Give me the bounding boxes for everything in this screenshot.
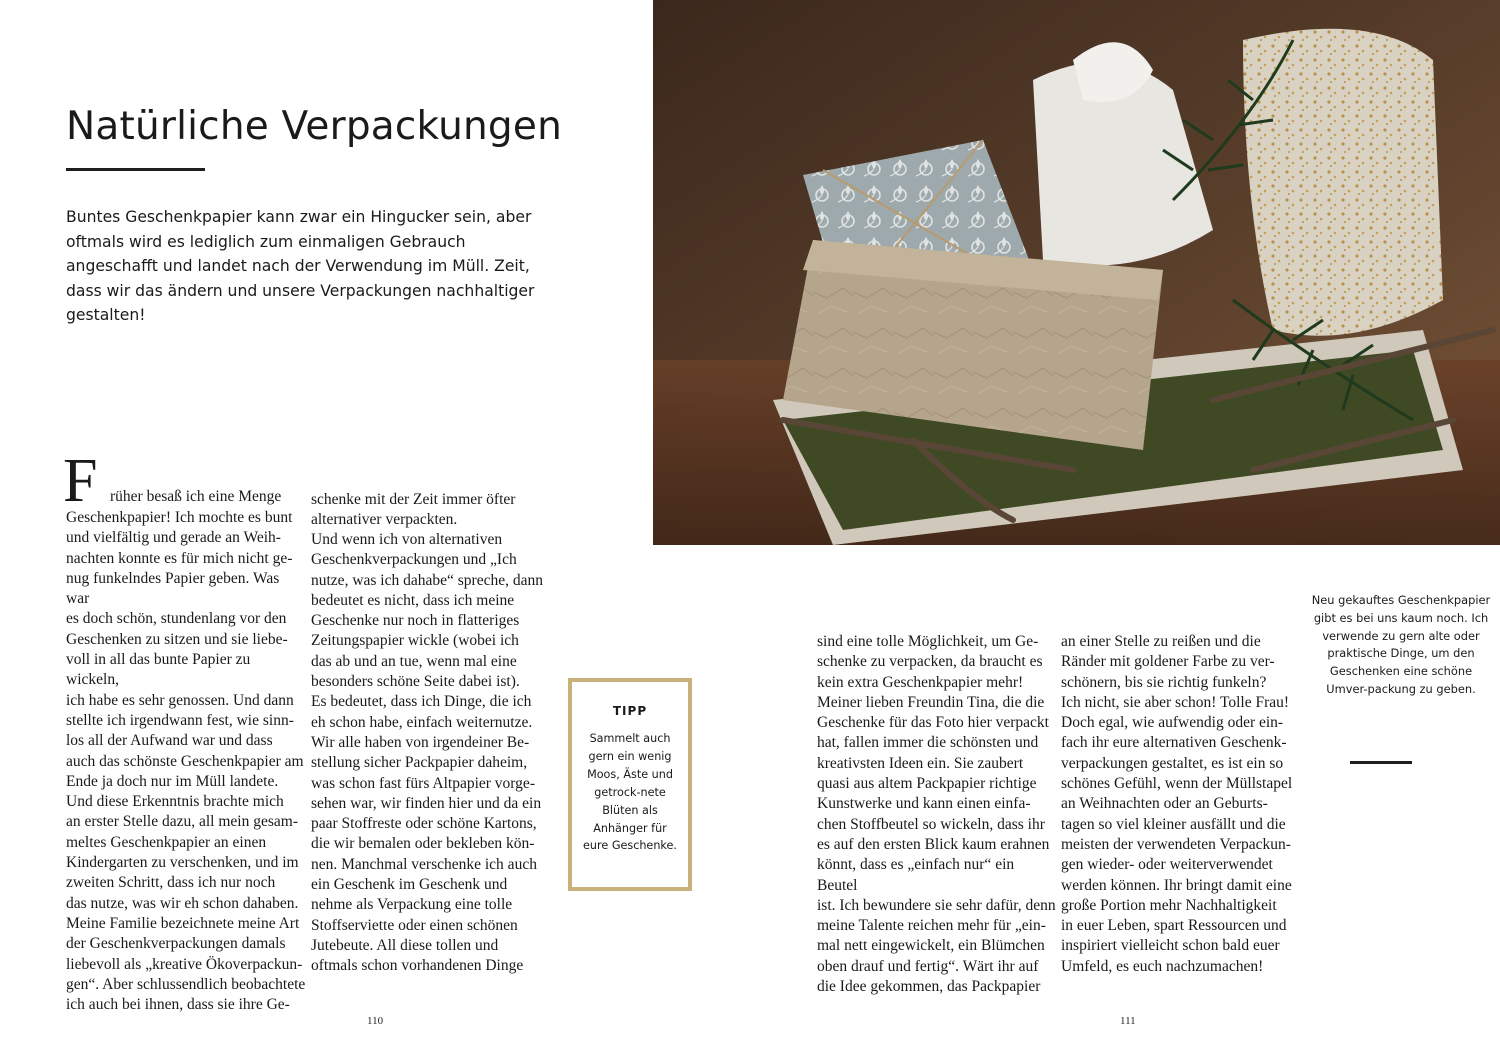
side-note-rule <box>1350 761 1412 764</box>
side-note: Neu gekauftes Geschenkpapier gibt es bei uns kaum noch. Ich verwende zu gern alte oder praktische Dinge, um den Geschenken eine schöne Umver-packung zu geben. <box>1311 593 1491 696</box>
page-number-left: 110 <box>367 1015 384 1027</box>
page-title: Natürliche Verpackungen <box>66 104 563 149</box>
column-2-top: schenke mit der Zeit immer öfter alternativer verpackten. <box>311 491 516 529</box>
body-column-3: sind eine tolle Möglichkeit, um Ge- schenke zu verpacken, da braucht es kein extra Geschenkpapier mehr! Meiner lieben Freundin Tina, die die Geschenke für das Foto hier verpackt hat, fallen immer die schönsten und kreativsten Ideen ein. Sie zaubert quasi aus altem Packpapier richtige Kunstwerke und kann einen einfa- chen Stoffbeutel so wickeln, dass ihr es auf den ersten Blick kaum erahnen könnt, dass es „einfach nur“ ein Beutel ist. Ich bewundere sie sehr dafür, denn meine Talente reichen mehr für „ein- mal nett eingewickelt, ein Blümchen oben drauf und fertig“. Wärt ihr auf die Idee gekommen, das Packpapier <box>817 633 1056 996</box>
body-column-2: Und wenn ich von alternativen Geschenkverpackungen und „Ich nutze, was ich dahabe“ spreche, dann bedeutet es nicht, dass ich meine Geschenke nur noch in flatteriges Zeitungspapier wickle (wobei ich das ab und an tue, wenn mal eine besonders schöne Seite dabei ist). Es bedeutet, dass ich Dinge, die ich eh schon habe, einfach weiternutze. Wir alle haben von irgendeiner Be- stellung sicher Packpapier daheim, was schon fast fürs Altpapier vorge- sehen war, wir finden hier und da ein paar Stoffreste oder schöne Kartons, die wir bemalen oder bekleben kön- nen. Manchmal verschenke ich auch ein Geschenk im Geschenk und nehme als Verpackung eine tolle Stoffserviette oder einen schönen Jutebeute. All diese tollen und oftmals schon vorhandenen Dinge <box>311 531 543 975</box>
right-page <box>750 0 1500 1059</box>
gift-wrapping-photo <box>653 0 1500 545</box>
tip-title: TIPP <box>612 704 648 718</box>
tip-box <box>568 678 692 891</box>
intro-paragraph: Buntes Geschenkpapier kann zwar ein Hingucker sein, aber oftmals wird es lediglich zum einmaligen Gebrauch angeschafft und landet nach der Verwendung im Müll. Zeit, dass wir das ändern und unsere Verpackungen nachhaltiger gestalten! <box>66 208 535 325</box>
tip-text: Sammelt auch gern ein wenig Moos, Äste und getrock-nete Blüten als Anhänger für eure Geschenke. <box>583 732 677 853</box>
title-underline <box>66 168 205 171</box>
drop-cap: F <box>63 447 98 515</box>
page-number-right: 111 <box>1120 1015 1136 1027</box>
body-column-1: Geschenkpapier! Ich mochte es bunt und vielfältig und gerade an Weih- nachten konnte es für mich nicht ge- nug funkelndes Papier geben. Was war es doch schön, stundenlang vor den Geschenken zu sitzen und sie liebe- voll in all das bunte Papier zu wickeln, ich habe es sehr genossen. Und dann stellte ich irgendwann fest, wie sinn- los all der Aufwand war und dass auch das schönste Geschenkpapier am Ende ja doch nur im Müll landete. Und diese Erkenntnis brachte mich an erster Stelle dazu, all mein gesam- meltes Geschenkpapier an einen Kindergarten zu verschenken, und im zweiten Schritt, dass ich nur noch das nutze, was wir eh schon dahaben. Meine Familie bezeichnete meine Art der Geschenkverpackungen damals liebevoll als „kreative Ökoverpackun- gen“. Aber schlussendlich beobachtete ich auch bei ihnen, dass sie ihre Ge- <box>66 509 306 1014</box>
column-1-first-line: rüher besaß ich eine Menge <box>110 488 282 505</box>
body-column-4: an einer Stelle zu reißen und die Ränder mit goldener Farbe zu ver- schönern, bis sie richtig funkeln? Ich nicht, sie aber schon! Tolle Frau! Doch egal, wie aufwendig oder ein- fach ihr eure alternativen Geschenk- verpackungen gestaltet, es ist ein so schönes Gefühl, wenn der Müllstapel an Weihnachten oder an Geburts- tagen so viel kleiner ausfällt und die meisten der verwendeten Verpackun- gen wieder- oder weiterverwendet werden können. Ihr bringt damit eine große Portion mehr Nachhaltigkeit in euer Leben, spart Ressourcen und inspiriert vielleicht schon bald euer Umfeld, es euch nachzumachen! <box>1061 633 1293 975</box>
